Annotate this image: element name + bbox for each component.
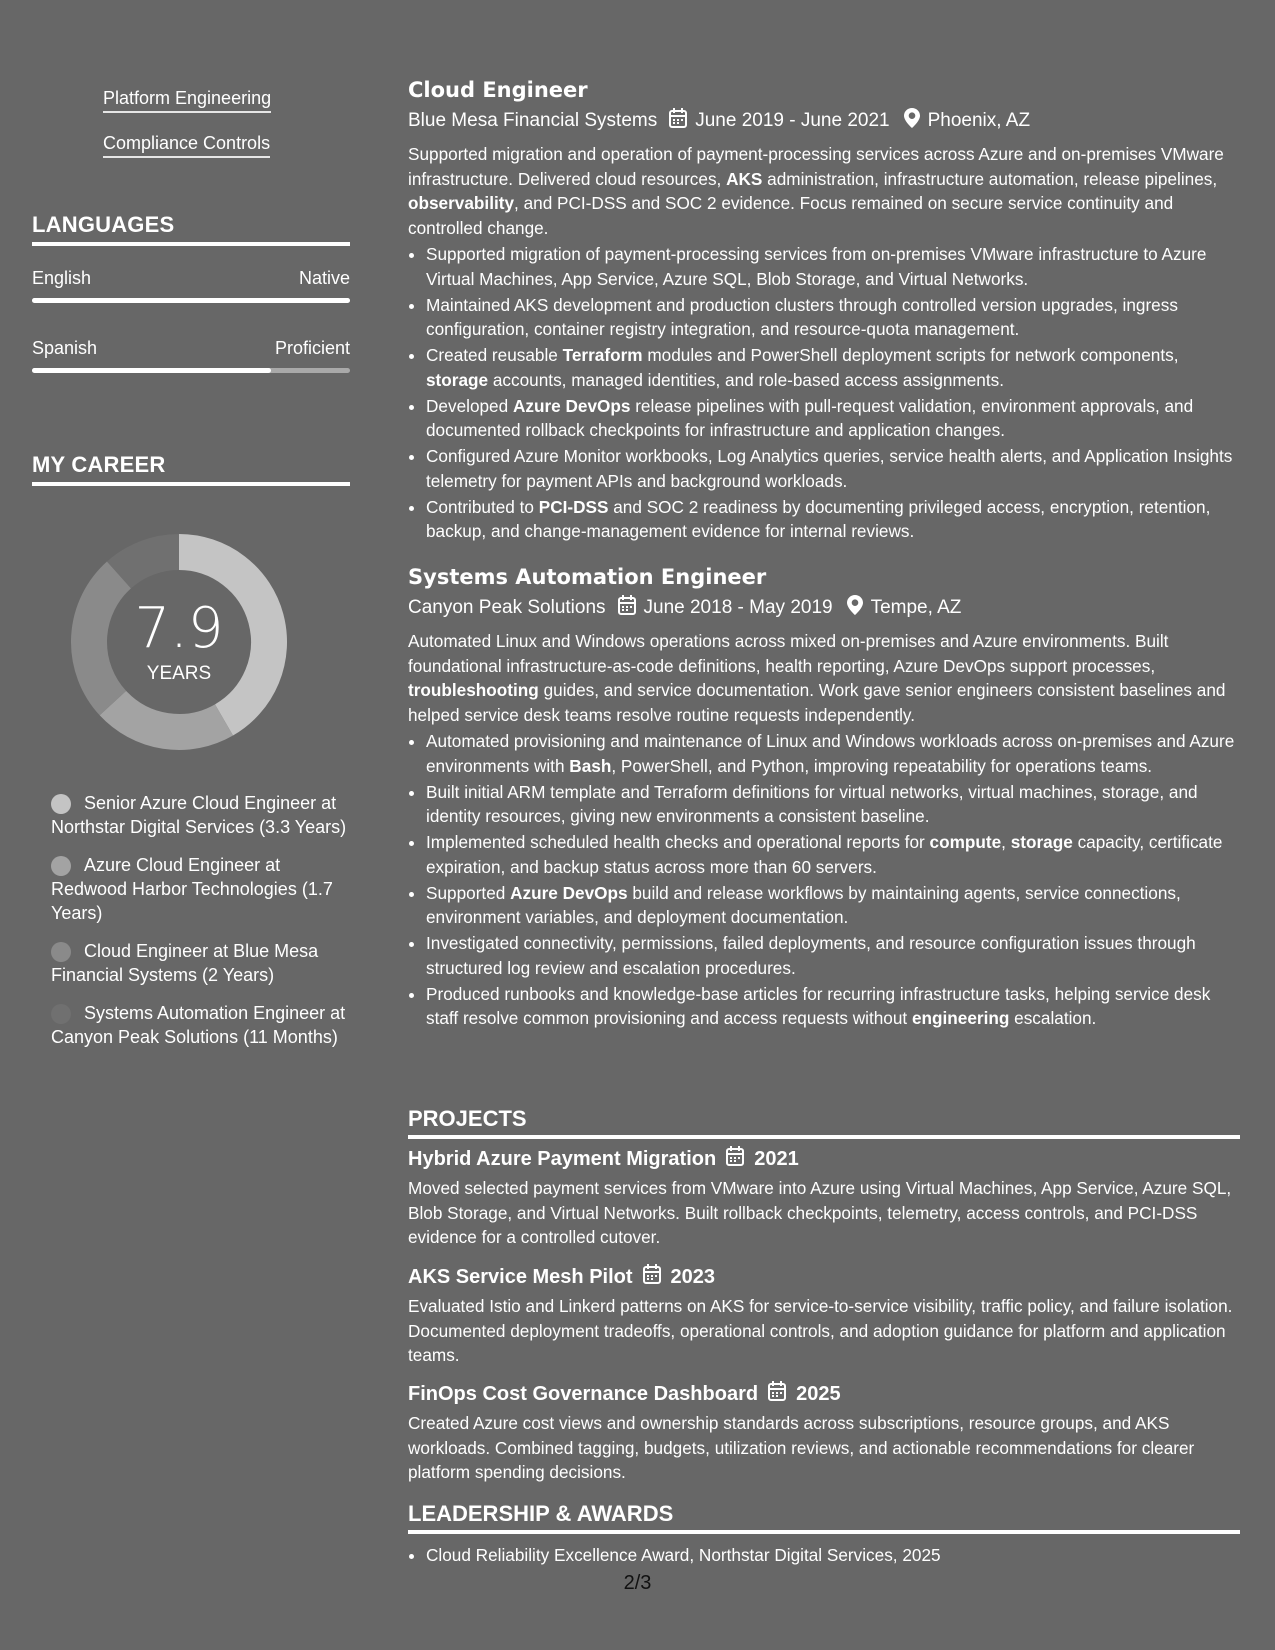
language-level-fill — [32, 368, 271, 373]
company-name: Blue Mesa Financial Systems — [408, 110, 658, 131]
list-item: • Supported migration of payment-processing services from on-premises VMware infrastructure to Azure Virtual Machines, App Service, Azure SQL, Blob Storage, and Virtual Networks. — [426, 242, 1240, 291]
career-legend-item — [32, 791, 350, 839]
calendar-icon — [643, 1264, 661, 1290]
career-legend-text: Senior Azure Cloud Engineer at Northstar Digital Services (3.3 Years) — [51, 793, 347, 837]
donut-segment-1 — [113, 703, 224, 732]
job-summary: Automated Linux and Windows operations across mixed on-premises and Azure environments. Built foundational infrastructure-as-code definitions, health reporting, Azure DevOps support processes, troubleshooting guides, and service documentation. Work gave senior engineers consistent baselines and helped service desk teams resolve routine requests independently. — [408, 631, 1226, 725]
job-entry — [408, 78, 1240, 545]
calendar-icon — [618, 595, 636, 621]
location-pin-icon — [904, 108, 920, 134]
list-item: • Contributed to PCI-DSS and SOC 2 readiness by documenting privileged access, encryption, retention, backup, and change-management evidence for internal reviews. — [426, 495, 1240, 544]
language-item — [32, 268, 350, 303]
project-title: AKS Service Mesh Pilot — [408, 1265, 633, 1288]
language-name: Spanish — [32, 338, 98, 358]
language-level: Native — [298, 268, 350, 288]
job-title: Cloud Engineer — [408, 78, 588, 102]
list-item: • Supported Azure DevOps build and release workflows by maintaining agents, service connections, environment variables, and deployment documentation. — [426, 881, 1240, 930]
language-level: Proficient — [274, 338, 350, 358]
list-item: • Maintained AKS development and production clusters through controlled version upgrades, ingress configuration, container registry integration, and resource-quota management. — [426, 293, 1240, 342]
project-title: Hybrid Azure Payment Migration — [408, 1147, 717, 1170]
projects-heading: PROJECTS — [408, 1106, 1240, 1139]
list-item: • Created reusable Terraform modules and PowerShell deployment scripts for network components, storage accounts, managed identities, and role-based access assignments. — [426, 343, 1240, 392]
job-entry — [408, 565, 1240, 1032]
list-item: • Built initial ARM template and Terraform definitions for virtual networks, virtual machines, storage, and identity resources, giving new environments a consistent baseline. — [426, 780, 1240, 829]
project-description: Created Azure cost views and ownership standards across subscriptions, resource groups, and AKS workloads. Combined tagging, budgets, utilization reviews, and actionable recommendations for clearer platform spending decisions. — [408, 1413, 1195, 1482]
career-legend-text: Systems Automation Engineer at Canyon Peak Solutions (11 Months) — [51, 1003, 346, 1047]
language-level-bar — [32, 368, 350, 373]
job-title: Systems Automation Engineer — [408, 565, 767, 589]
company-name: Canyon Peak Solutions — [408, 597, 606, 618]
career-legend-text: Cloud Engineer at Blue Mesa Financial Systems (2 Years) — [51, 941, 319, 985]
project-year: 2021 — [754, 1147, 799, 1170]
awards-heading: LEADERSHIP & AWARDS — [408, 1501, 1240, 1534]
page-number: 2/3 — [623, 1572, 652, 1594]
job-location: Tempe, AZ — [870, 597, 962, 618]
job-location: Phoenix, AZ — [927, 110, 1031, 131]
list-item: • Implemented scheduled health checks and operational reports for compute, storage capacity, certificate expiration, and backup status across more than 60 servers. — [426, 830, 1240, 879]
project-entry — [408, 1381, 1240, 1485]
languages-heading: LANGUAGES — [32, 212, 350, 246]
job-bullets — [408, 729, 1240, 1031]
career-total-value: 7.9 — [134, 596, 224, 661]
career-heading: MY CAREER — [32, 452, 350, 486]
awards-list — [408, 1543, 1240, 1569]
project-year: 2025 — [796, 1382, 841, 1405]
career-legend-text: Azure Cloud Engineer at Redwood Harbor Technologies (1.7 Years) — [51, 855, 333, 923]
legend-dot — [51, 856, 71, 876]
project-title: FinOps Cost Governance Dashboard — [408, 1382, 759, 1405]
legend-dot — [51, 794, 71, 814]
language-name: English — [32, 268, 92, 288]
career-legend-item — [32, 1001, 350, 1049]
calendar-icon — [726, 1146, 744, 1172]
job-meta — [408, 595, 1240, 621]
project-title-row — [408, 1264, 1240, 1290]
career-legend-item — [32, 853, 350, 925]
list-item: • Configured Azure Monitor workbooks, Log Analytics queries, service health alerts, and Application Insights telemetry for payment APIs and background workloads. — [426, 444, 1240, 493]
legend-dot — [51, 1004, 71, 1024]
project-title-row — [408, 1381, 1240, 1407]
project-description: Moved selected payment services from VMware into Azure using Virtual Machines, App Service, Azure SQL, Blob Storage, and Virtual Networks. Built rollback checkpoints, telemetry, access controls, and PCI-DSS evidence for a controlled cutover. — [408, 1178, 1232, 1247]
language-level-fill — [32, 298, 350, 303]
skill-tag: Platform Engineering — [103, 88, 271, 113]
list-item: • Developed Azure DevOps release pipelines with pull-request validation, environment approvals, and documented rollback checkpoints for infrastructure and application changes. — [426, 394, 1240, 443]
legend-dot — [51, 942, 71, 962]
list-item: • Cloud Reliability Excellence Award, Northstar Digital Services, 2025 — [426, 1543, 1240, 1568]
career-legend-item — [32, 939, 350, 987]
calendar-icon — [669, 108, 687, 134]
project-description: Evaluated Istio and Linkerd patterns on AKS for service-to-service visibility, traffic policy, and failure isolation. Documented deployment tradeoffs, operational controls, and adoption guidance for platform and application teams. — [408, 1296, 1233, 1365]
project-year: 2023 — [670, 1265, 716, 1288]
location-pin-icon — [847, 595, 863, 621]
language-item — [32, 338, 350, 373]
career-total-unit: YEARS — [146, 663, 212, 684]
job-dates: June 2018 - May 2019 — [643, 597, 833, 618]
skill-tag: Compliance Controls — [103, 133, 270, 158]
project-title-row — [408, 1146, 1240, 1172]
project-entry — [408, 1264, 1240, 1368]
job-dates: June 2019 - June 2021 — [695, 110, 890, 131]
list-item: • Automated provisioning and maintenance of Linux and Windows workloads across on-premises and Azure environments with Bash, PowerShell, and Python, improving repeatability for operations teams. — [426, 729, 1240, 778]
career-total — [66, 596, 292, 685]
calendar-icon — [768, 1381, 786, 1407]
donut-segment-3 — [119, 552, 179, 575]
language-level-bar — [32, 298, 350, 303]
list-item: • Produced runbooks and knowledge-base articles for recurring infrastructure tasks, helping service desk staff resolve common provisioning and access requests without engineering escalation. — [426, 982, 1240, 1031]
project-entry — [408, 1146, 1240, 1250]
list-item: • Investigated connectivity, permissions, failed deployments, and resource configuration issues through structured log review and escalation procedures. — [426, 931, 1240, 980]
job-meta — [408, 108, 1240, 134]
job-bullets — [408, 242, 1240, 544]
job-summary: Supported migration and operation of payment-processing services across Azure and on-premises VMware infrastructure. Delivered cloud resources, AKS administration, infrastructure automation, release pipelines, observability, and PCI-DSS and SOC 2 evidence. Focus remained on secure service continuity and controlled change. — [408, 144, 1224, 238]
